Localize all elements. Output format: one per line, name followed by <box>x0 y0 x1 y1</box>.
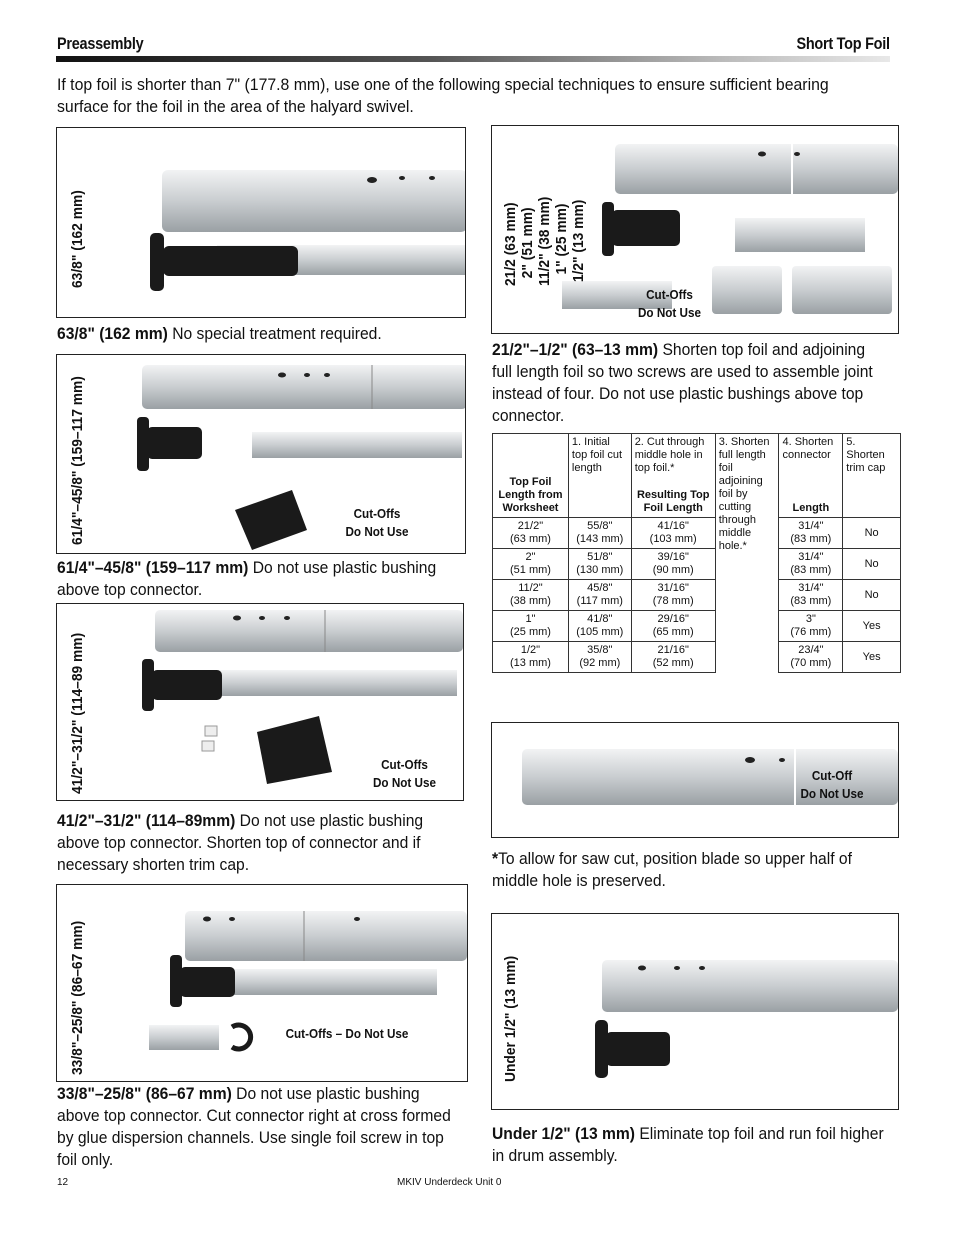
caption-86-67mm: 33/8"–25/8" (86–67 mm) Do not use plastic bushing above top connector. Cut connector right at cross formed by glue dispersion channels. Use single foil screw in top foil only. <box>57 1084 451 1169</box>
cutoff-label: Cut-Offs Do Not Use <box>345 506 409 539</box>
table-header: 4. Shorten connector Length <box>779 434 843 518</box>
table-header: 5. Shorten trim cap <box>843 434 901 518</box>
caption-saw-cut: *To allow for saw cut, position blade so upper half of middle hole is preserved. <box>492 849 852 890</box>
table-row: 2" (51 mm) 51/8" (130 mm) 39/16" (90 mm) 31/4" (83 mm) No <box>493 549 901 580</box>
figure-label: 61/4"–45/8" (159–117 mm) <box>69 376 86 545</box>
foil-illustration <box>57 128 465 317</box>
figure-label: 33/8"–25/8" (86–67 mm) <box>69 920 86 1075</box>
table-header: 3. Shorten full length foil adjoining foil by cutting through middle hole.* <box>715 434 779 673</box>
foil-illustration <box>57 885 467 1081</box>
table-header-row <box>493 434 901 518</box>
table-row: 21/2" (63 mm) 55/8" (143 mm) 41/16" (103 mm) 31/4" (83 mm) No <box>493 518 901 549</box>
table-header: Top Foil Length from Worksheet <box>493 434 569 518</box>
figure-under-13mm <box>491 913 899 1110</box>
figure-162mm <box>56 127 466 318</box>
foil-illustration <box>492 914 898 1109</box>
figure-159-117mm <box>56 354 466 554</box>
figure-label: 41/2"–31/2" (114–89 mm) <box>69 632 86 794</box>
cut-length-table <box>492 433 901 673</box>
page-title: Short Top Foil <box>796 34 890 53</box>
section-title: Preassembly <box>57 34 144 53</box>
caption-162mm: 63/8" (162 mm) No special treatment required. <box>57 324 382 343</box>
table-row: 1" (25 mm) 41/8" (105 mm) 29/16" (65 mm) 3" (76 mm) Yes <box>493 611 901 642</box>
figure-label: Under 1/2" (13 mm) <box>502 955 519 1082</box>
table-header: 1. Initial top foil cut length <box>568 434 631 518</box>
figure-label: 63/8" (162 mm) <box>69 190 86 288</box>
table-row: 1/2" (13 mm) 35/8" (92 mm) 21/16" (52 mm) 23/4" (70 mm) Yes <box>493 642 901 673</box>
caption-63-13mm: 21/2"–1/2" (63–13 mm) Shorten top foil and adjoining full length foil so two screws are used to assemble joint instead of four. Do not use plastic bushings above top connector. <box>492 340 873 425</box>
table-header: 2. Cut through middle hole in top foil.* Resulting Top Foil Length <box>631 434 715 518</box>
cutoff-label: Cut-Offs – Do Not Use <box>285 1026 409 1041</box>
figure-label: 21/2 (63 mm) 2" (51 mm) 11/2" (38 mm) 1" (25 mm) 1/2" (13 mm) <box>502 196 587 286</box>
caption-159-117mm: 61/4"–45/8" (159–117 mm) Do not use plastic bushing above top connector. <box>57 558 437 599</box>
figure-saw-cut <box>491 722 899 838</box>
table-row: 11/2" (38 mm) 45/8" (117 mm) 31/16" (78 mm) 31/4" (83 mm) No <box>493 580 901 611</box>
cutoff-label: Cut-Off Do Not Use <box>800 768 864 801</box>
page-number: 12 <box>57 1177 69 1188</box>
cutoff-label: Cut-Offs Do Not Use <box>372 757 437 790</box>
figure-114-89mm <box>56 603 464 801</box>
intro-paragraph: If top foil is shorter than 7" (177.8 mm), use one of the following special techniques to ensure sufficient bearing surface for the foil in the area of the halyard swivel. <box>57 75 829 116</box>
caption-114-89mm: 41/2"–31/2" (114–89mm) Do not use plastic bushing above top connector. Shorten top of connector and if necessary shorten trim cap. <box>57 811 424 874</box>
figure-63-13mm <box>491 125 899 334</box>
caption-under-13mm: Under 1/2" (13 mm) Eliminate top foil and run foil higher in drum assembly. <box>492 1124 884 1165</box>
figure-86-67mm <box>56 884 468 1082</box>
header-rule <box>56 56 890 62</box>
cutoff-label: Cut-Offs Do Not Use <box>637 287 702 320</box>
footer-doc-title: MKIV Underdeck Unit 0 <box>397 1177 502 1188</box>
